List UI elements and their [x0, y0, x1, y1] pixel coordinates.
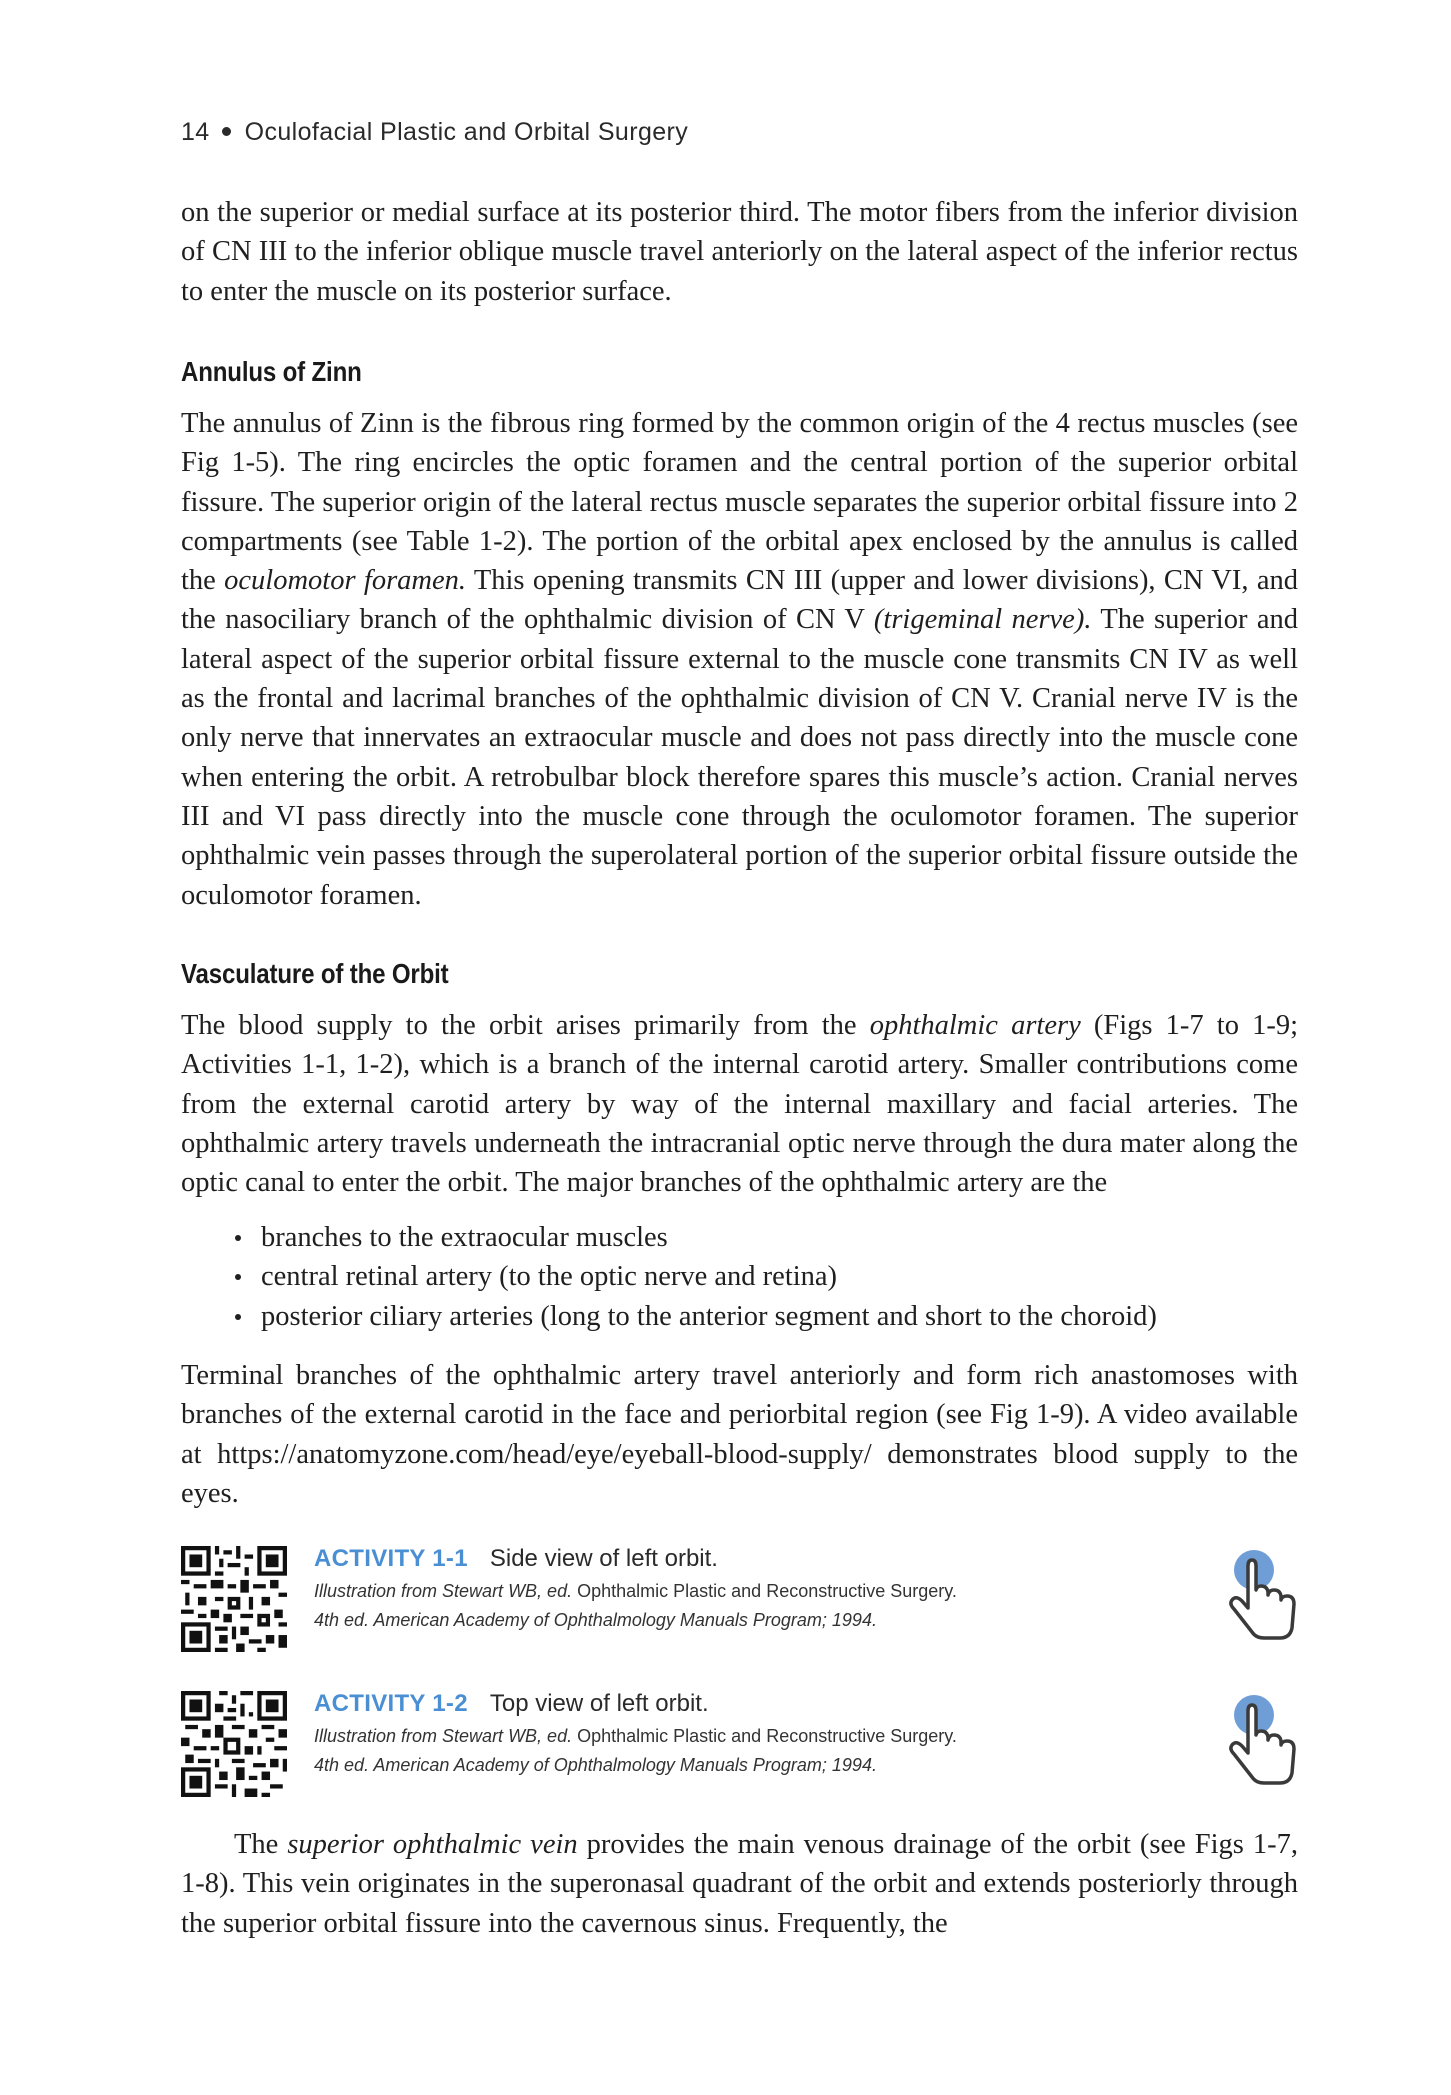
paragraph-blood-supply: The blood supply to the orbit arises primarily from the ophthalmic artery (Figs 1-7 to 1-9; Activities 1-1, 1-2), which is a branch of the internal carotid artery. Smaller contributions come from the external carotid artery by way of the internal maxillary and facial arteries. The ophthalmic artery travels underneath the intracranial optic nerve through the dura mater along the optic canal to enter the orbit. The major branches of the ophthalmic artery are the — [181, 1010, 1299, 1199]
activity-caption — [314, 1544, 957, 1635]
bullet-separator — [222, 127, 231, 136]
paragraph-annulus: The annulus of Zinn is the fibrous ring formed by the common origin of the 4 rectus muscles (see Fig 1-5). The ring encircles the optic foramen and the central portion of the superior orbital fissure. The superior origin of the lateral rectus muscle separates the superior orbital fissure into 2 compartments (see Table 1-2). The portion of the orbital apex enclosed by the annulus is called the oculomotor foramen. This opening transmits CN III (upper and lower divisions), CN VI, and the nasociliary branch of the ophthalmic division of CN V (trigeminal nerve). The superior and lateral aspect of the superior orbital fissure external to the muscle cone transmits CN IV as well as the frontal and lacrimal branches of the ophthalmic division of CN V. Cranial nerve IV is the only nerve that innervates an extraocular muscle and does not pass directly into the muscle cone when entering the orbit. A retrobulbar block therefore spares this muscle’s action. Cranial nerves III and VI pass directly into the muscle cone through the oculomotor foramen. The superior ophthalmic vein passes through the superolateral portion of the superior orbital fissure outside the oculomotor foramen. — [181, 408, 1298, 911]
qr-code-icon[interactable] — [181, 1546, 287, 1652]
activity-label: ACTIVITY 1-2 — [314, 1690, 468, 1717]
list-item: central retinal artery (to the optic nerve and retina) — [231, 1257, 1157, 1296]
paragraph-continued: on the superior or medial surface at its posterior third. The motor fibers from the inferior division of CN III to the inferior oblique muscle travel anteriorly on the lateral aspect of the inferior rectus to enter the muscle on its posterior surface. — [181, 197, 1298, 307]
activity-1-1[interactable] — [181, 1544, 1298, 1654]
pointing-hand-icon[interactable] — [1226, 1691, 1298, 1791]
activity-title: Top view of left orbit. — [489, 1690, 709, 1717]
list-item: branches to the extraocular muscles — [231, 1218, 1157, 1257]
list-item: posterior ciliary arteries (long to the anterior segment and short to the choroid) — [231, 1297, 1157, 1336]
book-title: Oculofacial Plastic and Orbital Surgery — [244, 118, 689, 146]
paragraph-terminal-branches: Terminal branches of the ophthalmic artery travel anteriorly and form rich anastomoses with branches of the external carotid in the face and periorbital region (see Fig 1-9). A video available at https://anatomyzone.com/head/eye/eyeball-blood-supply/ demonstrates blood supply to the eyes. — [181, 1360, 1298, 1509]
running-header — [181, 118, 688, 147]
heading-annulus-of-zinn: Annulus of Zinn — [181, 356, 362, 387]
activity-caption — [314, 1689, 957, 1780]
activity-credit: Illustration from Stewart WB, ed. Ophthalmic Plastic and Reconstructive Surgery. 4th ed. American Academy of Ophthalmology Manuals Program; 1994. — [314, 1581, 957, 1630]
pointing-hand-icon[interactable] — [1226, 1546, 1298, 1646]
qr-code-icon[interactable] — [181, 1691, 287, 1797]
branch-list — [231, 1218, 1157, 1336]
heading-vasculature: Vasculature of the Orbit — [181, 958, 449, 989]
paragraph-superior-ophthalmic-vein: The superior ophthalmic vein provides the main venous drainage of the orbit (see Figs 1-7, 1-8). This vein originates in the superonasal quadrant of the orbit and extends posteriorly through the superior orbital fissure into the cavernous sinus. Frequently, the — [181, 1829, 1299, 1939]
page-number: 14 — [181, 118, 210, 146]
activity-label: ACTIVITY 1-1 — [314, 1545, 468, 1572]
activity-title: Side view of left orbit. — [489, 1545, 718, 1572]
activity-1-2[interactable] — [181, 1689, 1298, 1799]
activity-credit: Illustration from Stewart WB, ed. Ophthalmic Plastic and Reconstructive Surgery. 4th ed. American Academy of Ophthalmology Manuals Program; 1994. — [314, 1726, 957, 1775]
